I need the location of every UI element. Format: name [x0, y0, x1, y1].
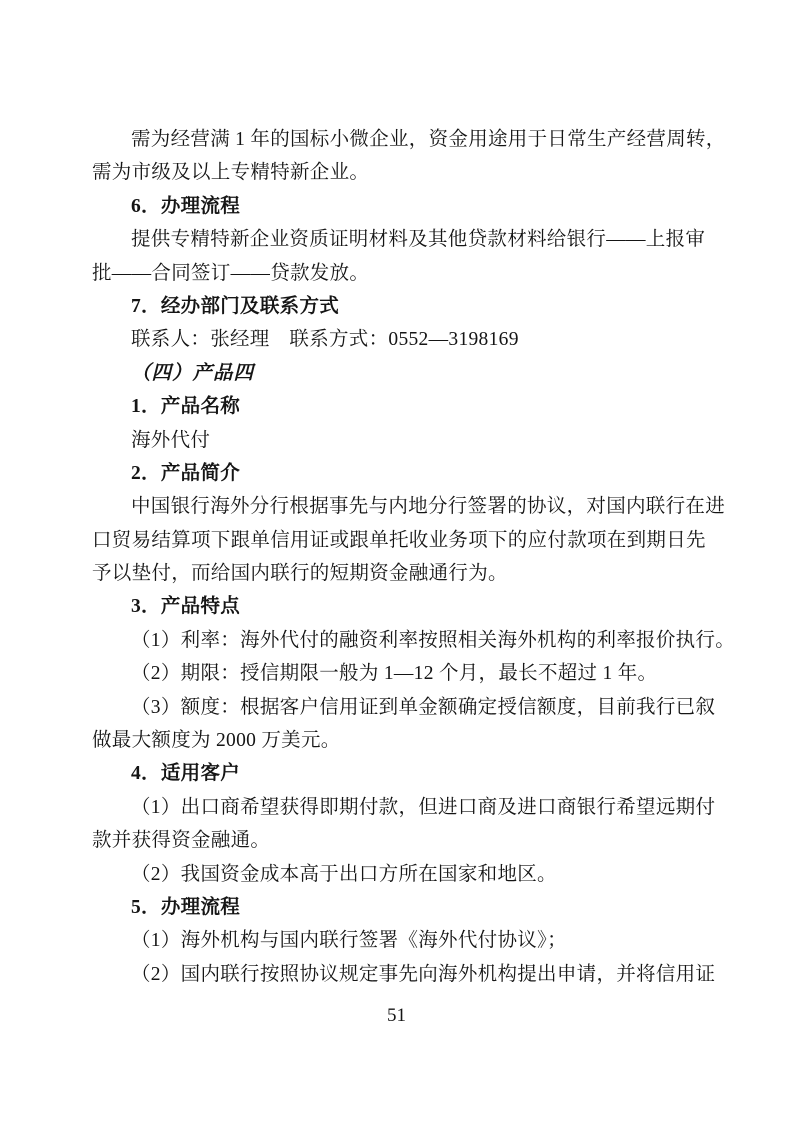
body-line: 需为经营满 1 年的国标小微企业，资金用途用于日常生产经营周转，	[131, 129, 726, 150]
customer-item-line: （1）出口商希望获得即期付款，但进口商及进口商银行希望远期付	[131, 796, 716, 818]
contact-info-line: 联系人：张经理 联系方式：0552—3198169	[131, 329, 519, 351]
process-item-line: （2）国内联行按照协议规定事先向海外机构提出申请，并将信用证	[131, 963, 716, 985]
customer-item-line: （2）我国资金成本高于出口方所在国家和地区。	[131, 863, 557, 885]
product-name-line: 海外代付	[131, 429, 211, 451]
process-item-line: （1）海外机构与国内联行签署《海外代付协议》；	[131, 930, 567, 952]
product-4-heading: （四）产品四	[131, 362, 255, 384]
body-line: 款并获得资金融通。	[92, 830, 271, 852]
heading-1-product-name: 1．产品名称	[131, 396, 241, 418]
section-heading-7-contact: 7．经办部门及联系方式	[131, 295, 340, 317]
feature-item-line: （2）期限：授信期限一般为 1—12 个月，最长不超过 1 年。	[131, 663, 658, 685]
body-line: 提供专精特新企业资质证明材料及其他贷款材料给银行——上报审	[131, 229, 706, 251]
section-heading-6-process: 6．办理流程	[131, 195, 241, 217]
feature-item-line: （1）利率：海外代付的融资利率按照相关海外机构的利率报价执行。	[131, 629, 736, 651]
heading-5-process: 5．办理流程	[131, 896, 241, 918]
feature-item-line: （3）额度：根据客户信用证到单金额确定授信额度，目前我行已叙	[131, 696, 716, 718]
body-line: 予以垫付，而给国内联行的短期资金融通行为。	[92, 563, 508, 585]
document-body	[92, 123, 736, 991]
body-line: 批——合同签订——贷款发放。	[92, 262, 370, 284]
heading-4-target-customers: 4．适用客户	[131, 763, 241, 785]
heading-3-product-features: 3．产品特点	[131, 596, 241, 618]
body-line: 中国银行海外分行根据事先与内地分行签署的协议，对国内联行在进	[131, 496, 726, 518]
body-line: 做最大额度为 2000 万美元。	[92, 730, 341, 752]
page-number: 51	[387, 1005, 406, 1026]
heading-2-product-intro: 2．产品简介	[131, 462, 241, 484]
body-line: 需为市级及以上专精特新企业。	[92, 162, 370, 184]
body-line: 口贸易结算项下跟单信用证或跟单托收业务项下的应付款项在到期日先	[92, 529, 706, 551]
